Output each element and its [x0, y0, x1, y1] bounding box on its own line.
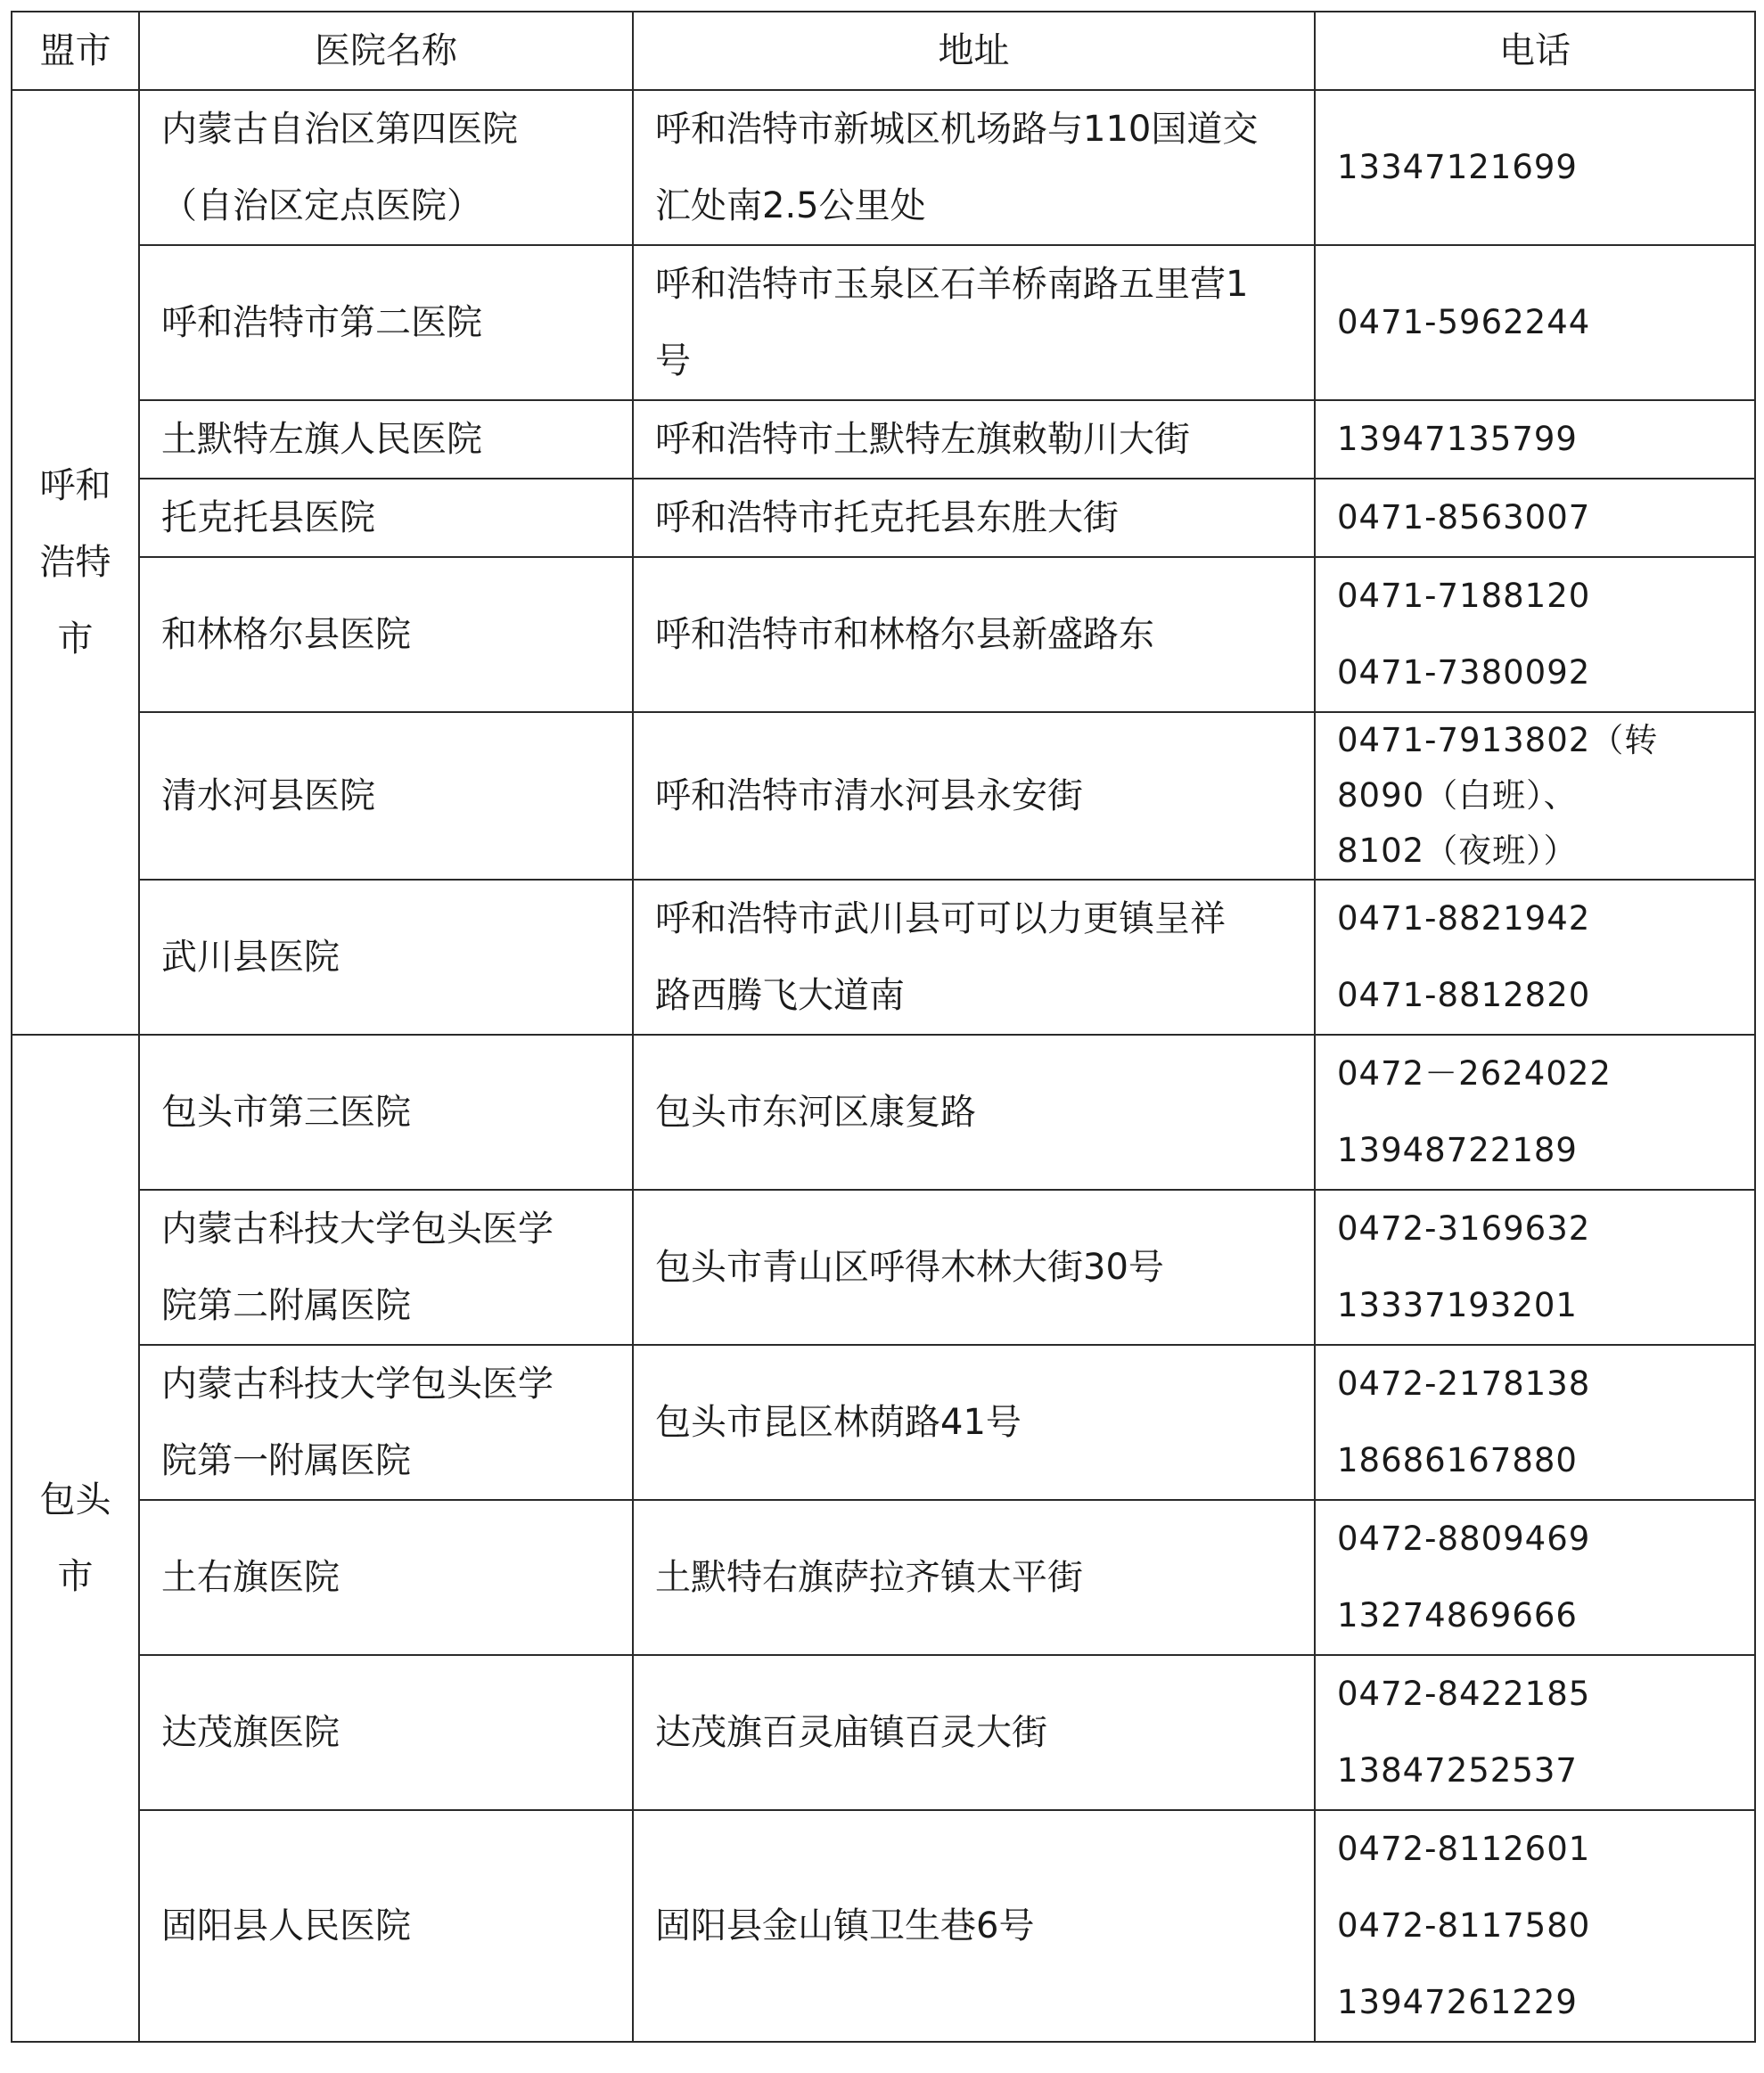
address-line: 包头市东河区康复路 [655, 1092, 976, 1133]
hospital-name-cell [139, 1035, 633, 1190]
city-name-line: 市 [57, 1556, 94, 1597]
hospital-name-line: 内蒙古科技大学包头医学 [161, 1364, 554, 1405]
address-line: 包头市青山区呼得木林大街30号 [655, 1247, 1164, 1288]
phone-cell [1315, 479, 1755, 557]
address-line: 包头市昆区林荫路41号 [655, 1402, 1021, 1443]
address-line: 呼和浩特市玉泉区石羊桥南路五里营1 [655, 264, 1249, 305]
city-cell [12, 90, 139, 1035]
phone-number: 0471-8821942 [1337, 899, 1591, 938]
phone-number: 0472-8809469 [1337, 1520, 1591, 1558]
city-name-line: 包头 [39, 1479, 111, 1520]
address-line: 固阳县金山镇卫生巷6号 [655, 1905, 1035, 1946]
phone-number: 0472－2624022 [1337, 1054, 1612, 1093]
hospital-name-line: 达茂旗医院 [161, 1712, 340, 1753]
hospital-table [11, 11, 1756, 2043]
phone-number: 13947261229 [1337, 1983, 1578, 2021]
phone-cell [1315, 1190, 1755, 1345]
phone-number: 13847252537 [1337, 1751, 1578, 1790]
table-row [12, 712, 1755, 880]
table-row [12, 880, 1755, 1035]
header-row [12, 12, 1755, 90]
phone-number: 13948722189 [1337, 1131, 1578, 1169]
phone-number: 0471-5962244 [1337, 303, 1591, 341]
table-row [12, 1345, 1755, 1500]
hospital-name-line: 呼和浩特市第二医院 [161, 302, 482, 343]
address-cell [633, 400, 1315, 479]
header-address: 地址 [633, 12, 1315, 90]
phone-number: 0471-8563007 [1337, 498, 1591, 537]
table-row [12, 1655, 1755, 1810]
phone-number: 13347121699 [1337, 148, 1578, 186]
phone-cell [1315, 1500, 1755, 1655]
hospital-name-line: 内蒙古自治区第四医院 [161, 109, 518, 150]
phone-cell [1315, 1655, 1755, 1810]
phone-number: 13337193201 [1337, 1286, 1578, 1324]
table-row [12, 1190, 1755, 1345]
address-line: 呼和浩特市和林格尔县新盛路东 [655, 614, 1154, 655]
address-cell [633, 880, 1315, 1035]
address-line: 呼和浩特市土默特左旗敕勒川大街 [655, 419, 1190, 460]
phone-number: 0471-7188120 [1337, 577, 1591, 615]
table-row [12, 1810, 1755, 2042]
table-row [12, 1035, 1755, 1190]
hospital-name-cell [139, 1345, 633, 1500]
address-line: 呼和浩特市新城区机场路与110国道交 [655, 109, 1259, 150]
hospital-name-cell [139, 1190, 633, 1345]
hospital-name-line: 包头市第三医院 [161, 1092, 411, 1133]
table-row [12, 245, 1755, 400]
header-city: 盟市 [12, 12, 139, 90]
hospital-name-cell [139, 557, 633, 712]
address-cell [633, 245, 1315, 400]
phone-number: 8102（夜班）） [1337, 832, 1578, 870]
header-hospital-name: 医院名称 [139, 12, 633, 90]
hospital-name-cell [139, 90, 633, 245]
phone-cell [1315, 1345, 1755, 1500]
phone-number: 0472-8422185 [1337, 1675, 1591, 1713]
address-cell [633, 90, 1315, 245]
phone-number: 13274869666 [1337, 1596, 1578, 1635]
address-line: 呼和浩特市清水河县永安街 [655, 775, 1083, 816]
address-line: 汇处南2.5公里处 [655, 185, 926, 226]
phone-number: 18686167880 [1337, 1441, 1578, 1479]
hospital-name-cell [139, 245, 633, 400]
phone-cell [1315, 1810, 1755, 2042]
hospital-name-cell [139, 1655, 633, 1810]
table-row [12, 90, 1755, 245]
phone-number: 0472-3169632 [1337, 1209, 1591, 1248]
phone-number: 0471-7913802（转 [1337, 721, 1659, 759]
hospital-name-line: 和林格尔县医院 [161, 614, 411, 655]
hospital-name-line: 内蒙古科技大学包头医学 [161, 1209, 554, 1250]
hospital-name-cell [139, 479, 633, 557]
hospital-name-cell [139, 1500, 633, 1655]
table-row [12, 1500, 1755, 1655]
phone-number: 0471-7380092 [1337, 653, 1591, 692]
hospital-name-cell [139, 400, 633, 479]
hospital-name-line: 土默特左旗人民医院 [161, 419, 482, 460]
city-name-line: 呼和 [39, 465, 111, 506]
address-cell [633, 557, 1315, 712]
phone-cell [1315, 245, 1755, 400]
address-cell [633, 1655, 1315, 1810]
address-cell [633, 1345, 1315, 1500]
hospital-name-line: 清水河县医院 [161, 775, 375, 816]
address-line: 呼和浩特市武川县可可以力更镇呈祥 [655, 898, 1226, 939]
hospital-name-cell [139, 1810, 633, 2042]
city-name-line: 市 [57, 619, 94, 660]
address-line: 路西腾飞大道南 [655, 975, 905, 1016]
table-row [12, 400, 1755, 479]
address-cell [633, 479, 1315, 557]
address-cell [633, 1035, 1315, 1190]
address-cell [633, 712, 1315, 880]
phone-cell [1315, 400, 1755, 479]
hospital-name-line: 固阳县人民医院 [161, 1905, 411, 1946]
header-phone: 电话 [1315, 12, 1755, 90]
hospital-name-line: 院第一附属医院 [161, 1440, 411, 1481]
table-row [12, 557, 1755, 712]
address-cell [633, 1810, 1315, 2042]
phone-cell [1315, 880, 1755, 1035]
phone-cell [1315, 712, 1755, 880]
address-line: 号 [655, 340, 691, 381]
city-name-line: 浩特 [39, 542, 111, 583]
table-body [12, 90, 1755, 2042]
city-cell [12, 1035, 139, 2042]
hospital-name-line: （自治区定点医院） [161, 185, 482, 226]
phone-cell [1315, 90, 1755, 245]
address-line: 呼和浩特市托克托县东胜大街 [655, 497, 1119, 538]
address-cell [633, 1190, 1315, 1345]
hospital-name-cell [139, 880, 633, 1035]
phone-number: 0472-8112601 [1337, 1830, 1591, 1868]
hospital-name-line: 武川县医院 [161, 937, 340, 978]
hospital-name-line: 托克托县医院 [161, 497, 375, 538]
phone-number: 0471-8812820 [1337, 976, 1591, 1014]
address-cell [633, 1500, 1315, 1655]
phone-number: 8090（白班）、 [1337, 776, 1578, 815]
address-line: 达茂旗百灵庙镇百灵大街 [655, 1712, 1047, 1753]
phone-number: 13947135799 [1337, 420, 1578, 458]
hospital-name-cell [139, 712, 633, 880]
phone-cell [1315, 1035, 1755, 1190]
table-row [12, 479, 1755, 557]
address-line: 土默特右旗萨拉齐镇太平街 [655, 1557, 1083, 1598]
hospital-name-line: 土右旗医院 [161, 1557, 340, 1598]
phone-number: 0472-8117580 [1337, 1906, 1591, 1945]
phone-cell [1315, 557, 1755, 712]
hospital-name-line: 院第二附属医院 [161, 1285, 411, 1326]
phone-number: 0472-2178138 [1337, 1364, 1591, 1403]
